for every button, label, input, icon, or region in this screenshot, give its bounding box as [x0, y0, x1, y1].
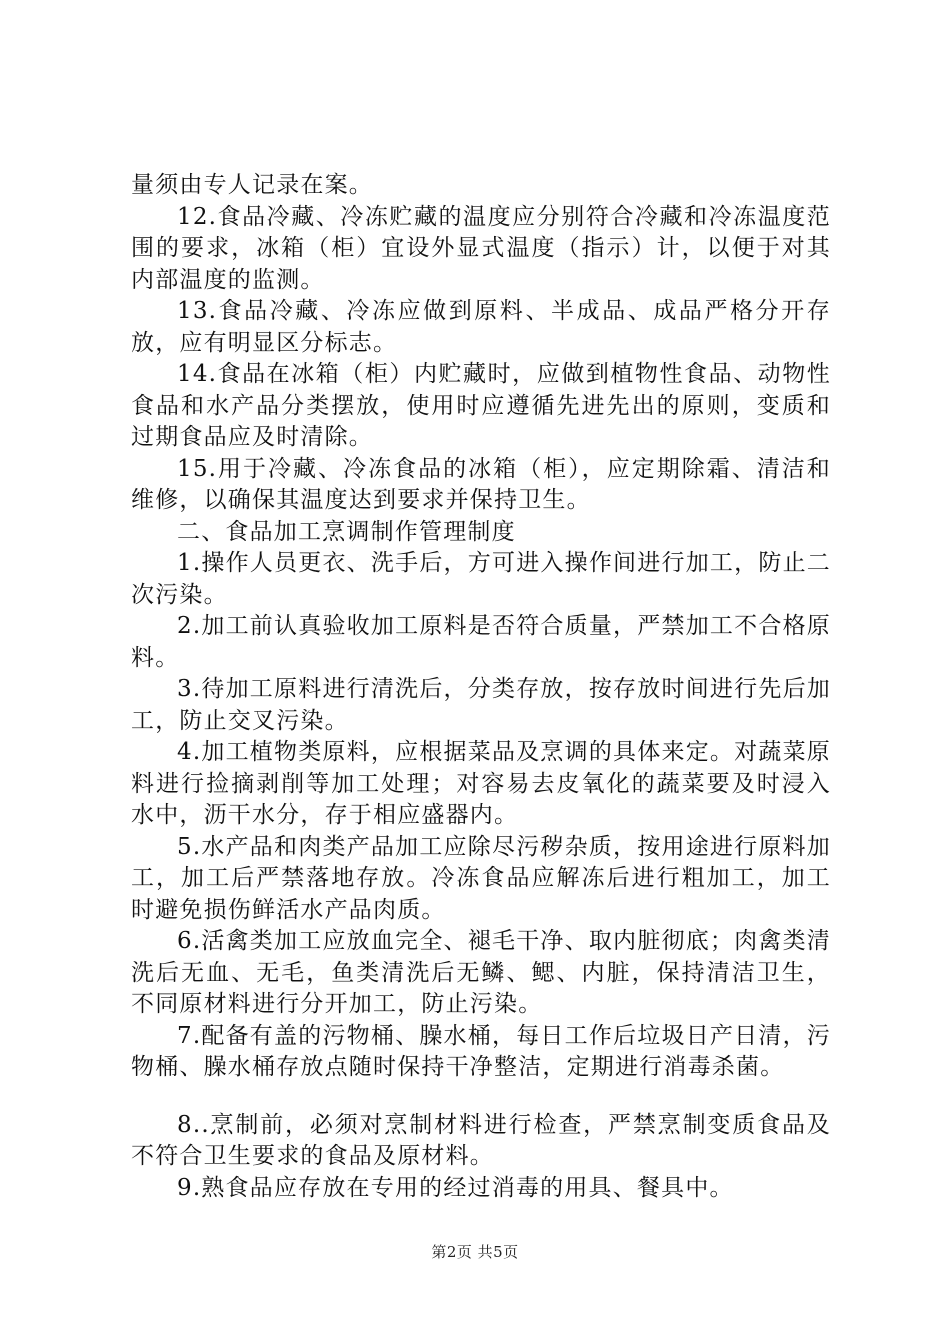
- paragraph-15: 9.熟食品应存放在专用的经过消毒的用具、餐具中。: [177, 1174, 734, 1201]
- paragraph-10: 5.水产品和肉类产品加工应除尽污秽杂质，按用途进行原料加工，加工后严禁落地存放。冷冻食品应解冻后进行粗加工，加工时避免损伤鲜活水产品肉质。: [131, 833, 831, 923]
- paragraph-7: 2.加工前认真验收加工原料是否符合质量，严禁加工不合格原料。: [131, 613, 831, 671]
- paragraph-11: 6.活禽类加工应放血完全、褪毛干净、取内脏彻底；肉禽类清洗后无血、无毛，鱼类清洗后无鳞、鳃、内脏，保持清洁卫生，不同原材料进行分开加工，防止污染。: [131, 928, 831, 1017]
- paragraph-0: 量须由专人记录在案。: [131, 172, 373, 198]
- paragraph-14: 8..烹制前，必须对烹制材料进行检查，严禁烹制变质食品及不符合卫生要求的食品及原材料。: [131, 1111, 831, 1169]
- section-heading: 二、食品加工烹调制作管理制度: [177, 518, 516, 545]
- paragraph-4: 15.用于冷藏、冷冻食品的冰箱（柜），应定期除霜、清洁和维修，以确保其温度达到要求并保持卫生。: [131, 455, 831, 513]
- paragraph-12: 7.配备有盖的污物桶、臊水桶，每日工作后垃圾日产日清，污物桶、臊水桶存放点随时保持干净整洁，定期进行消毒杀菌。: [131, 1022, 831, 1080]
- paragraph-8: 3.待加工原料进行清洗后，分类存放，按存放时间进行先后加工，防止交叉污染。: [131, 676, 831, 734]
- paragraph-gap: [131, 1084, 831, 1110]
- paragraph-1: 12.食品冷藏、冷冻贮藏的温度应分别符合冷藏和冷冻温度范围的要求，冰箱（柜）宜设外显式温度（指示）计，以便于对其内部温度的监测。: [131, 203, 831, 293]
- document-body: [131, 170, 831, 1204]
- paragraph-9: 4.加工植物类原料，应根据菜品及烹调的具体来定。对蔬菜原料进行捡摘剥削等加工处理；对容易去皮氧化的蔬菜要及时浸入水中，沥干水分，存于相应盛器内。: [131, 739, 831, 828]
- paragraph-2: 13.食品冷藏、冷冻应做到原料、半成品、成品严格分开存放，应有明显区分标志。: [131, 298, 831, 356]
- paragraph-3: 14.食品在冰箱（柜）内贮藏时，应做到植物性食品、动物性食品和水产品分类摆放，使用时应遵循先进先出的原则，变质和过期食品应及时清除。: [131, 361, 831, 450]
- page-number-footer: 第2页 共5页: [431, 1243, 519, 1261]
- paragraph-6: 1.操作人员更衣、洗手后，方可进入操作间进行加工，防止二次污染。: [131, 550, 831, 608]
